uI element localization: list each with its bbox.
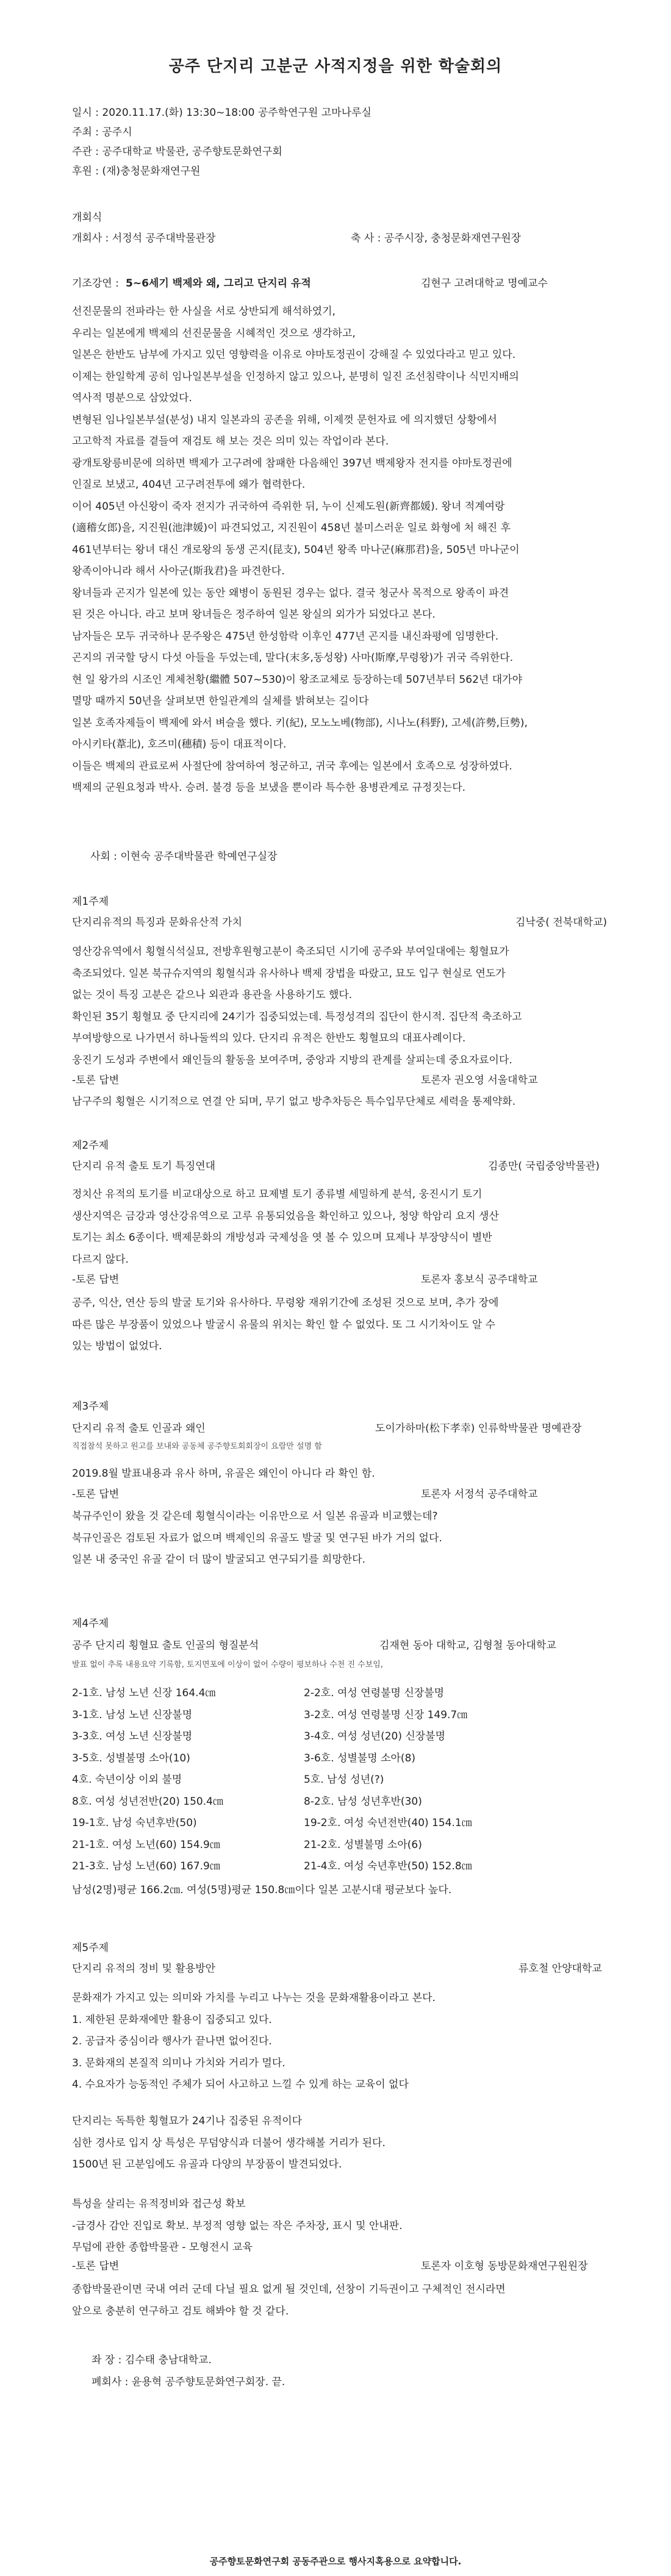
topic4-summary: 남성(2명)평균 166.2㎝. 여성(5명)평균 150.8㎝이다 일본 고분시대 평균보다 높다. bbox=[72, 1884, 452, 1896]
table-cell: 21-4호. 여성 숙년후반(50) 152.8㎝ bbox=[304, 1860, 472, 1872]
info-sponsor: 후원 : (재)충청문화재연구원 bbox=[72, 165, 201, 177]
table-cell: 3-2호. 여성 연령불명 신장 149.7㎝ bbox=[304, 1708, 468, 1721]
topic2-speaker: 김종만( 국립중앙박물관) bbox=[488, 1160, 600, 1172]
keynote-speaker: 김현구 고려대학교 명예교수 bbox=[421, 277, 548, 290]
topic5-speaker: 류호철 안양대학교 bbox=[518, 1963, 602, 1975]
topic5-line: 3. 문화재의 본질적 의미나 가치와 거리가 멀다. bbox=[72, 2057, 285, 2069]
keynote-line: 인질로 보냈고, 404년 고구려전투에 왜가 협력한다. bbox=[72, 479, 306, 491]
topic2-discussion-line: 있는 방법이 없었다. bbox=[72, 1340, 162, 1352]
document-title: 공주 단지리 고분군 사적지정을 위한 학술회의 bbox=[168, 57, 503, 76]
skeleton-table bbox=[72, 1683, 472, 1878]
topic2-line: 정치산 유적의 토기를 비교대상으로 하고 묘제별 토기 종류별 세밀하게 분석, 웅진시기 토기 bbox=[72, 1188, 483, 1201]
table-cell: 4호. 숙년이상 이외 불명 bbox=[72, 1774, 182, 1786]
table-cell: 3-4호. 여성 성년(20) 신장불명 bbox=[304, 1730, 446, 1743]
footer-note: 공주향토문화연구회 공동주관으로 행사지혹용으로 요약합니다. bbox=[209, 2556, 462, 2567]
chair: 좌 장 : 김수태 충남대학교. bbox=[92, 2354, 212, 2366]
topic5-body-c bbox=[72, 2194, 609, 2259]
keynote-line: 남자들은 모두 귀국하나 문주왕은 475년 한성함락 이후인 477년 곤지를 내신좌평에 임명한다. bbox=[72, 630, 499, 643]
info-organizer: 주관 : 공주대학교 박물관, 공주향토문화연구회 bbox=[72, 146, 282, 158]
opening-congrats: 축 사 : 공주시장, 충청문화재연구원장 bbox=[351, 232, 522, 244]
topic4-title: 공주 단지리 횡혈묘 출토 인골의 형질분석 bbox=[72, 1639, 259, 1652]
opening-heading: 개회식 bbox=[72, 212, 102, 224]
topic2-line: 토기는 최소 6종이다. 백제문화의 개방성과 국제성을 엿 볼 수 있으며 묘제나 부장양식이 별반 bbox=[72, 1232, 492, 1244]
keynote-body bbox=[72, 301, 609, 799]
topic5-line: -급경사 감안 진입로 확보. 부정적 영향 없는 작은 주차장, 표시 및 안내판. bbox=[72, 2219, 403, 2232]
moderator: 사회 : 이현숙 공주대박물관 학예연구실장 bbox=[90, 851, 278, 863]
keynote-line: 변형된 임나일본부설(분성) 내지 일본과의 공존을 위해, 이제껏 문헌자료 에 의지했던 상황에서 bbox=[72, 413, 497, 426]
keynote-line: 왕녀들과 곤지가 일본에 있는 동안 왜병이 동원된 경우는 없다. 결국 청군사 목적으로 왕족이 파견 bbox=[72, 587, 509, 599]
table-row bbox=[72, 1726, 472, 1748]
table-cell: 3-1호. 남성 노년 신장불명 bbox=[72, 1708, 193, 1721]
table-row bbox=[72, 1835, 472, 1857]
topic5-discussion bbox=[72, 2279, 609, 2322]
keynote-line: 멸망 때까지 50년을 살펴보면 한일관계의 실체를 밝혀보는 길이다 bbox=[72, 695, 369, 707]
table-row bbox=[72, 1769, 472, 1791]
topic3-discussion bbox=[72, 1506, 609, 1571]
keynote-label: 기조강연 : bbox=[72, 277, 119, 290]
topic2-title: 단지리 유적 출토 토기 특징연대 bbox=[72, 1160, 216, 1172]
table-row bbox=[72, 1705, 472, 1727]
topic2-discussant: 토론자 홍보식 공주대학교 bbox=[421, 1274, 538, 1286]
table-cell: 8호. 여성 성년전반(20) 150.4㎝ bbox=[72, 1795, 223, 1808]
topic5-title: 단지리 유적의 정비 및 활용방안 bbox=[72, 1963, 216, 1975]
table-cell: 21-3호. 남성 노년(60) 167.9㎝ bbox=[72, 1860, 220, 1872]
table-cell: 19-2호. 여성 숙년전반(40) 154.1㎝ bbox=[304, 1817, 472, 1829]
topic5-line: 2. 공급자 중심이라 행사가 끝나면 없어진다. bbox=[72, 2035, 272, 2047]
topic4-heading: 제4주제 bbox=[72, 1618, 109, 1630]
topic1-line: 웅진기 도성과 주변에서 왜인들의 활동을 보여주며, 중앙과 지방의 관계를 살피는데 중요자료이다. bbox=[72, 1054, 512, 1066]
table-row bbox=[72, 1748, 472, 1770]
table-row bbox=[72, 1683, 472, 1705]
closing-remark: 폐회사 : 윤용혁 공주향토문화연구회장. 끝. bbox=[92, 2376, 285, 2388]
topic1-discussant: 토론자 권오영 서울대학교 bbox=[421, 1074, 538, 1086]
table-cell: 2-1호. 남성 노년 신장 164.4㎝ bbox=[72, 1687, 216, 1699]
topic4-speaker: 김재현 동아 대학교, 김형철 동아대학교 bbox=[379, 1639, 556, 1652]
keynote-line: 현 일 왕가의 시조인 계체천황(繼體 507~530)이 왕조교체로 등장하는데 507년부터 562년 대가야 bbox=[72, 673, 522, 686]
table-cell: 5호. 남성 성년(?) bbox=[304, 1774, 384, 1786]
topic1-heading: 제1주제 bbox=[72, 896, 109, 908]
topic3-discussant: 토론자 서정석 공주대학교 bbox=[421, 1488, 538, 1500]
keynote-line: 된 것은 아니다. 라고 보며 왕녀들은 정주하여 일본 왕실의 외가가 되었다고 본다. bbox=[72, 608, 436, 621]
topic5-line: 특성을 살리는 유적정비와 접근성 확보 bbox=[72, 2198, 246, 2210]
topic5-line: 단지리는 독특한 횡혈묘가 24기나 집중된 유적이다 bbox=[72, 2115, 303, 2127]
table-cell: 21-1호. 여성 노년(60) 154.9㎝ bbox=[72, 1838, 220, 1851]
topic3-discussion-line: 북규주인이 왔을 것 같은데 횡혈식이라는 이유만으로 서 일본 유골과 비교했는데? bbox=[72, 1510, 438, 1522]
topic5-line: 문화재가 가지고 있는 의미와 가치를 누리고 나누는 것을 문화재활용이라고 본다. bbox=[72, 1992, 436, 2004]
topic5-line: 무덤에 관한 종합박물관 - 모형전시 교육 bbox=[72, 2241, 253, 2253]
topic1-line: 없는 것이 특징 고분은 같으나 외관과 용관을 사용하기도 했다. bbox=[72, 989, 353, 1001]
table-cell: 3-6호. 성별불명 소아(8) bbox=[304, 1752, 416, 1764]
topic2-discussion-line: 따른 많은 부장품이 있었으나 발굴시 유물의 위치는 확인 할 수 없었다. 또 그 시기차이도 알 수 bbox=[72, 1318, 496, 1331]
topic1-speaker: 김낙중( 전북대학교) bbox=[515, 916, 608, 929]
topic3-line: 2019.8월 발표내용과 유사 하며, 유골은 왜인이 아니다 라 확인 함. bbox=[72, 1468, 375, 1480]
topic1-discussion-label: -토론 답변 bbox=[72, 1074, 120, 1086]
table-cell: 2-2호. 여성 연령불명 신장불명 bbox=[304, 1687, 445, 1699]
topic5-discussion-label: -토론 답변 bbox=[72, 2260, 120, 2272]
topic5-line: 1. 제한된 문화재에만 활용이 집중되고 있다. bbox=[72, 2013, 272, 2026]
topic3-speaker: 도이가하마(松下孝幸) 인류학박물관 명예관장 bbox=[375, 1422, 582, 1435]
keynote-line: 백제의 군원요청과 박사. 승려. 불경 등을 보냈을 뿐이라 특수한 용병관계로 규정짓는다. bbox=[72, 782, 466, 794]
topic4-note: 발표 없이 추록 내용요약 기록함, 토지면포에 이상이 없어 수량이 평보하나 수천 진 수보임, bbox=[72, 1660, 383, 1669]
topic5-line: 1500년 된 고분임에도 유골과 다양의 부장품이 발견되었다. bbox=[72, 2158, 342, 2171]
table-row bbox=[72, 1856, 472, 1878]
topic5-discussion-line: 종합박물관이면 국내 여러 군데 다닐 필요 없게 될 것인데, 선창이 기득권이고 구체적인 전시라면 bbox=[72, 2283, 506, 2296]
topic2-line: 생산지역은 금강과 영산강유역으로 고루 유통되었음을 확인하고 있으나, 청양 학암리 요지 생산 bbox=[72, 1210, 499, 1222]
topic5-discussion-line: 앞으로 충분히 연구하고 검토 해봐야 할 것 같다. bbox=[72, 2305, 289, 2317]
topic2-heading: 제2주제 bbox=[72, 1140, 109, 1152]
topic1-discussion-line: 남구주의 횡혈은 시기적으로 연결 안 되며, 무기 없고 방추차등은 특수입무단체로 세력을 통제약화. bbox=[72, 1096, 516, 1108]
info-datetime: 일시 : 2020.11.17.(화) 13:30~18:00 공주학연구원 고마나루실 bbox=[72, 107, 371, 119]
opening-address: 개회사 : 서정석 공주대박물관장 bbox=[72, 232, 216, 244]
topic1-line: 영산강유역에서 횡혈식석실묘, 전방후원형고분이 축조되던 시기에 공주와 부여일대에는 횡혈묘가 bbox=[72, 946, 509, 958]
topic5-line: 4. 수요자가 능동적인 주체가 되어 사고하고 느낄 수 있게 하는 교육이 없다 bbox=[72, 2078, 409, 2091]
topic3-discussion-line: 일본 내 중국인 유골 같이 더 많이 발굴되고 연구되기를 희망한다. bbox=[72, 1554, 366, 1566]
keynote-line: 일본 호족자제들이 백제에 와서 벼슬을 했다. 키(紀), 모노노베(物部), 시나노(科野), 고세(許勢,巨勢), bbox=[72, 716, 528, 729]
keynote-title: 5~6세기 백제와 왜, 그리고 단지리 유적 bbox=[126, 277, 311, 290]
topic3-note: 직접참석 못하고 원고를 보내와 공동체 공주향토회회장이 요람만 설명 함 bbox=[72, 1442, 322, 1451]
topic2-discussion-line: 공주, 익산, 연산 등의 발굴 토기와 유사하다. 무령왕 재위기간에 조성된 것으로 보며, 추가 장에 bbox=[72, 1297, 499, 1309]
topic5-body-a bbox=[72, 1988, 609, 2096]
topic2-discussion-label: -토론 답변 bbox=[72, 1274, 120, 1286]
topic1-title: 단지리유적의 특징과 문화유산적 가치 bbox=[72, 916, 242, 929]
table-row bbox=[72, 1791, 472, 1813]
topic1-body bbox=[72, 941, 609, 1071]
keynote-line: 고고학적 자료를 곁들여 재검토 해 보는 것은 의미 있는 작업이라 본다. bbox=[72, 435, 389, 448]
keynote-line: 왕족이아니라 해서 사아군(斯我君)을 파견한다. bbox=[72, 565, 285, 577]
keynote-line: 아시키타(葦北), 호즈미(穗積) 등이 대표적이다. bbox=[72, 738, 287, 751]
info-host: 주최 : 공주시 bbox=[72, 126, 132, 138]
table-cell: 3-3호. 여성 노년 신장불명 bbox=[72, 1730, 193, 1743]
topic2-line: 다르지 않다. bbox=[72, 1253, 129, 1266]
topic3-title: 단지리 유적 출토 인골과 왜인 bbox=[72, 1422, 206, 1435]
topic1-line: 부여방향으로 나가면서 하나둘씩의 있다. 단지리 유적은 한반도 횡혈묘의 대표사례이다. bbox=[72, 1032, 466, 1044]
keynote-line: 광개토왕릉비문에 의하면 백제가 고구려에 참패한 다음해인 397년 백제왕자 전지를 야마토정권에 bbox=[72, 457, 512, 469]
keynote-line: 역사적 명분으로 삼았었다. bbox=[72, 392, 192, 404]
table-cell: 8-2호. 남성 성년후반(30) bbox=[304, 1795, 422, 1808]
table-cell: 3-5호. 성별불명 소아(10) bbox=[72, 1752, 190, 1764]
keynote-line: (適稽女郎)을, 지진원(池津媛)이 파견되었고, 지진원이 458년 불미스러운 일로 화형에 처 해진 후 bbox=[72, 522, 511, 534]
topic5-discussant: 토론자 이호형 동방문화재연구원원장 bbox=[421, 2260, 588, 2272]
keynote-line: 이제는 한일학계 공히 임나일본부설을 인정하지 않고 있으나, 분명히 일진 조선침략이나 식민지배의 bbox=[72, 370, 519, 383]
topic1-line: 확인된 35기 횡혈묘 중 단지리에 24기가 집중되었는데. 특정성격의 집단이 한시적. 집단적 축조하고 bbox=[72, 1010, 522, 1023]
keynote-line: 일본은 한반도 남부에 가지고 있던 영향력을 이유로 야마토정권이 강해질 수 있었다라고 믿고 있다. bbox=[72, 349, 516, 361]
keynote-line: 461년부터는 왕녀 대신 개로왕의 동생 곤지(昆支), 504년 왕족 마나군(麻那君)을, 505년 마나군이 bbox=[72, 543, 520, 556]
table-cell: 19-1호. 남성 숙년후반(50) bbox=[72, 1817, 197, 1829]
keynote-line: 곤지의 귀국할 당시 다섯 아들을 두었는데, 말다(末多,동성왕) 사마(斯摩,무령왕)가 귀국 즉위한다. bbox=[72, 652, 514, 664]
topic5-heading: 제5주제 bbox=[72, 1942, 109, 1954]
keynote-line: 우리는 일본에게 백제의 선진문물을 시혜적인 것으로 생각하고, bbox=[72, 327, 356, 340]
topic1-line: 축조되었다. 일본 북규슈지역의 횡혈식과 유사하나 백제 장법을 따랐고, 묘도 입구 현실로 연도가 bbox=[72, 967, 506, 980]
keynote-line: 이들은 백제의 관료로써 사절단에 참여하여 청군하고, 귀국 후에는 일본에서 호족으로 성장하였다. bbox=[72, 760, 512, 772]
topic5-body-b bbox=[72, 2111, 609, 2176]
topic2-discussion bbox=[72, 1293, 609, 1358]
topic3-discussion-line: 북규인골은 검토된 자료가 없으며 백제인의 유골도 발굴 및 연구된 바가 거의 없다. bbox=[72, 1532, 442, 1544]
topic3-discussion-label: -토론 답변 bbox=[72, 1488, 120, 1500]
keynote-line: 이어 405년 아신왕이 죽자 전지가 귀국하여 즉위한 뒤, 누이 신제도원(新齊都媛). 왕녀 적계여랑 bbox=[72, 500, 505, 513]
keynote-line: 선진문물의 전파라는 한 사실을 서로 상반되게 해석하였기, bbox=[72, 305, 336, 318]
topic3-heading: 제3주제 bbox=[72, 1400, 109, 1413]
table-cell: 21-2호. 성별불명 소아(6) bbox=[304, 1838, 422, 1851]
topic5-line: 심한 경사로 입지 상 특성은 무덤양식과 더불어 생각해볼 거리가 된다. bbox=[72, 2136, 386, 2149]
topic2-body bbox=[72, 1184, 609, 1271]
table-row bbox=[72, 1813, 472, 1835]
